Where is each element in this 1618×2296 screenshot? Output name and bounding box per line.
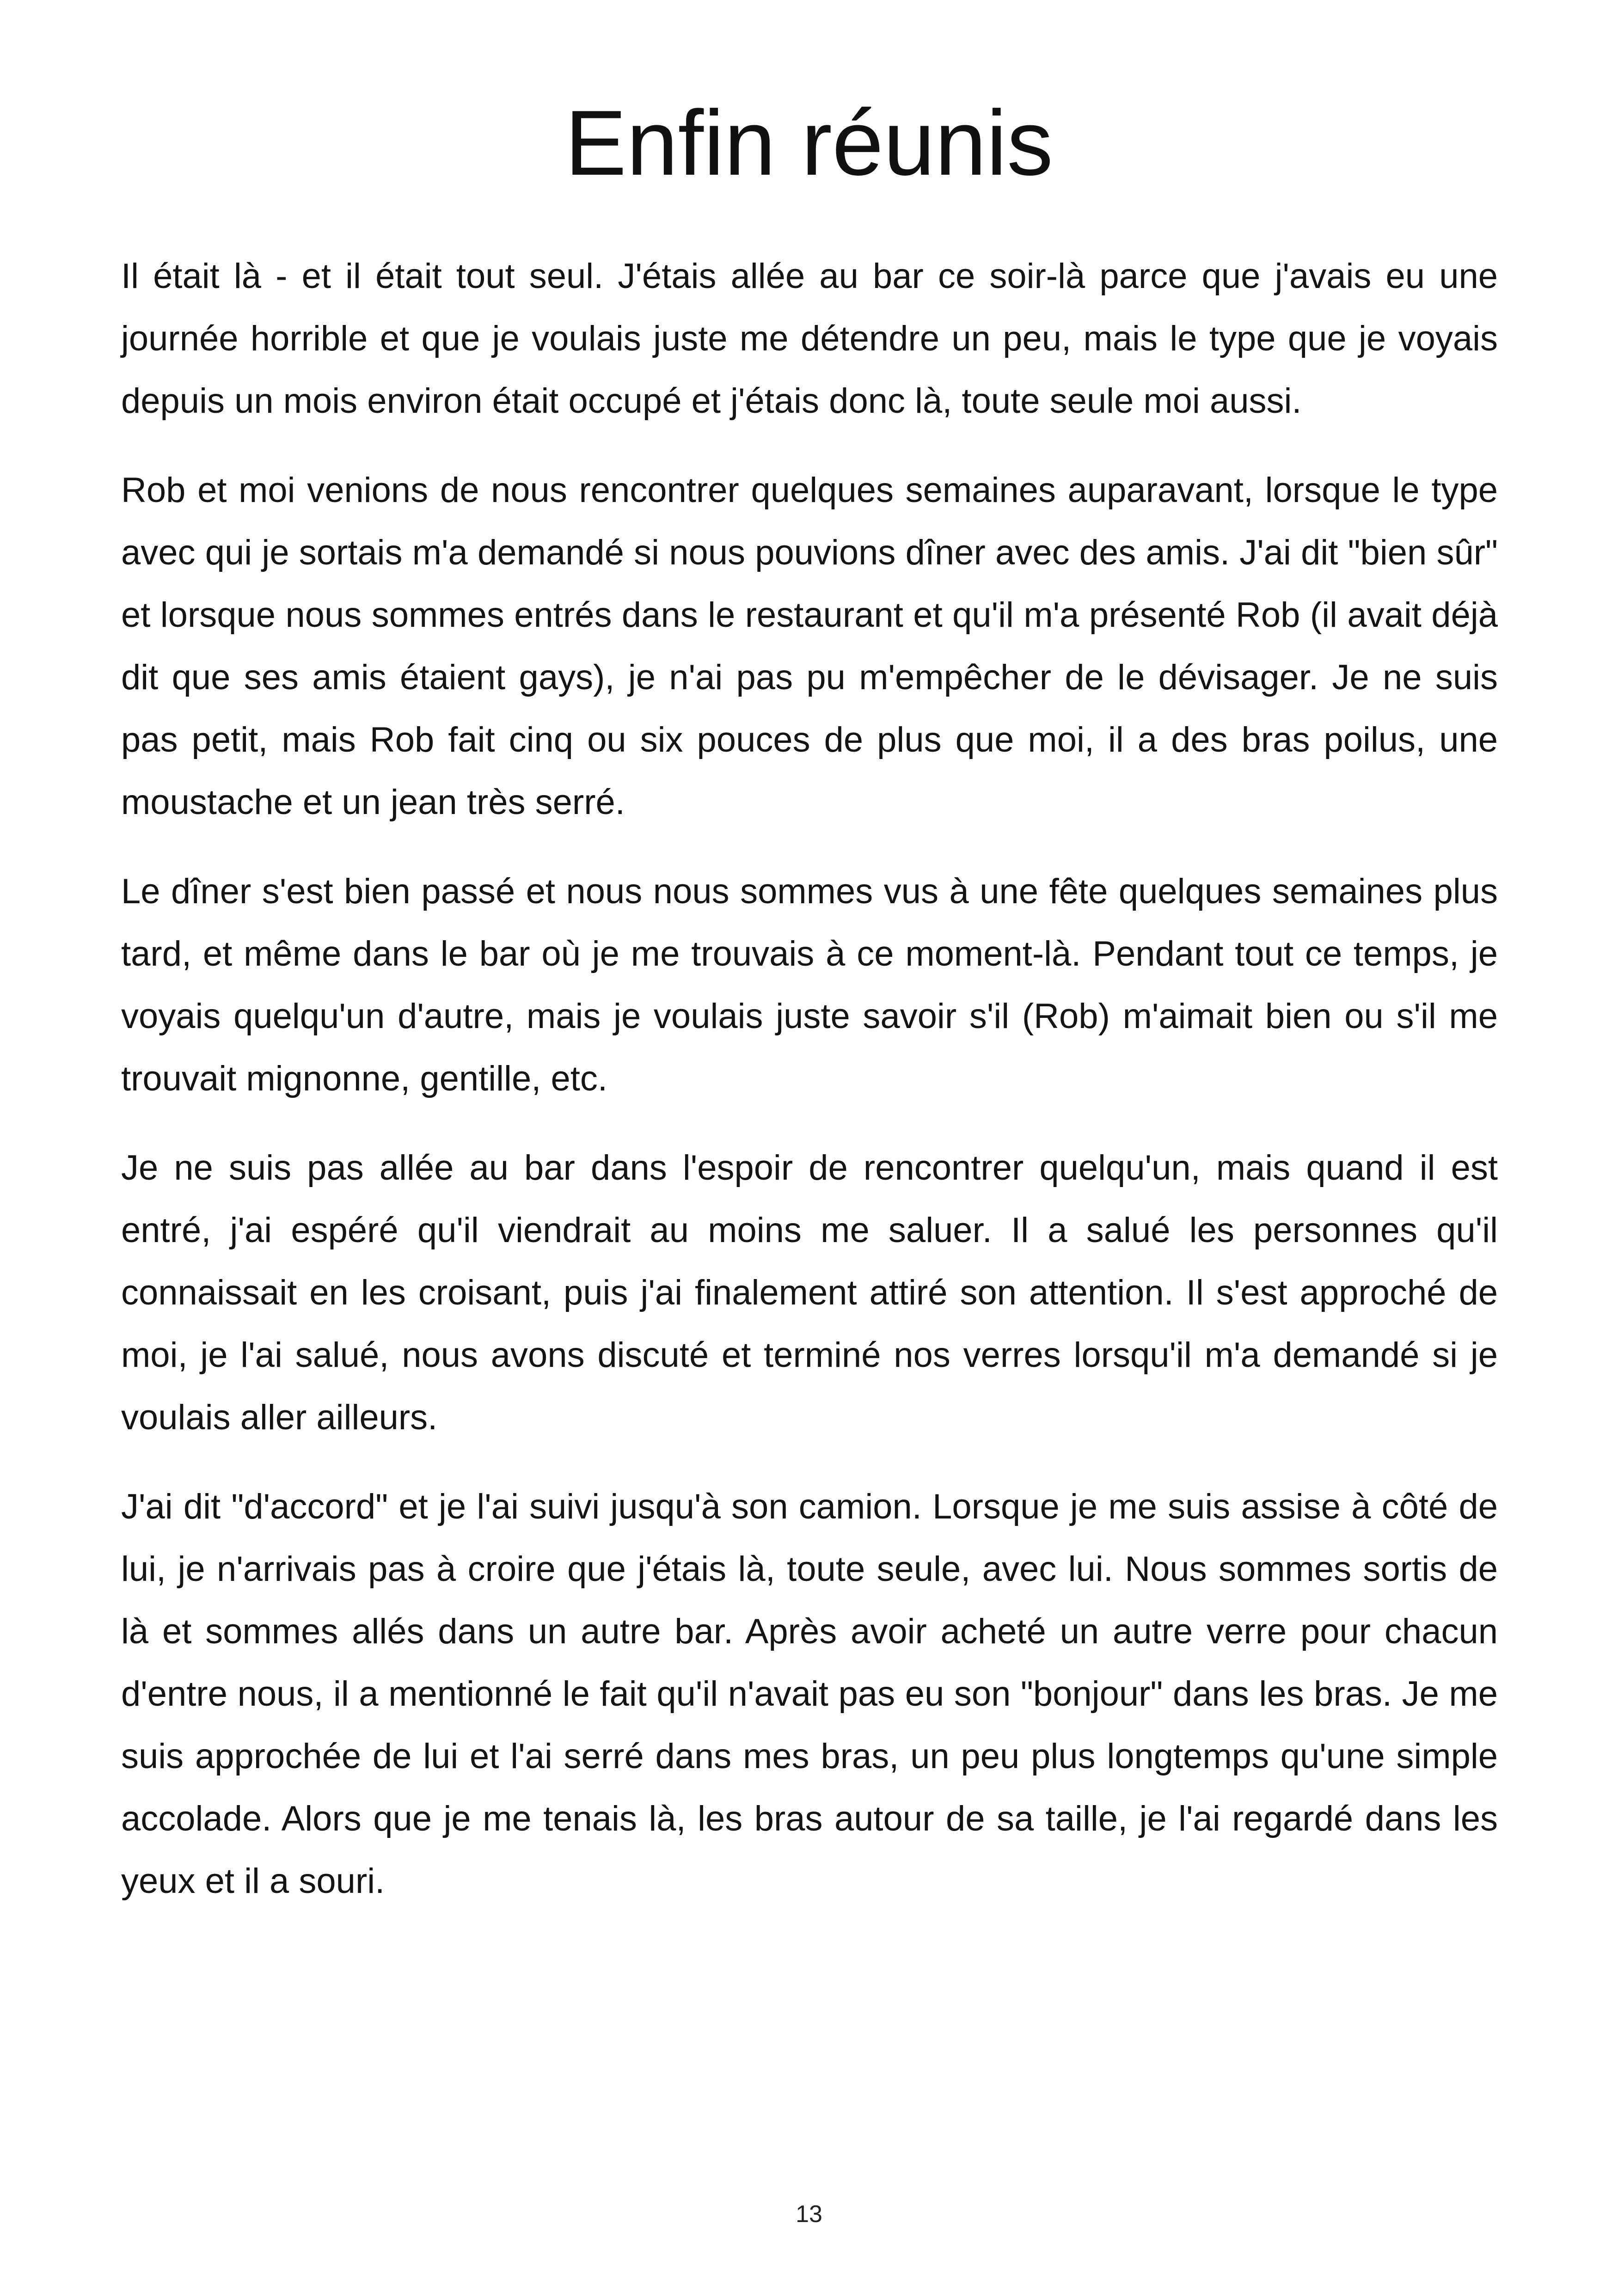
paragraph-4: Je ne suis pas allée au bar dans l'espoir de rencontrer quelqu'un, mais quand il est entré, j'ai espéré qu'il viendrait au moins me saluer. Il a salué les personnes qu'il connaissait en les croisant, puis j'ai finalement attiré son attention. Il s'est approché de moi, je l'ai salué, nous avons discuté et terminé nos verres lorsqu'il m'a demandé si je voulais aller ailleurs. [121, 1148, 1498, 1437]
story-body [121, 245, 1498, 1939]
paragraph-2: Rob et moi venions de nous rencontrer quelques semaines auparavant, lorsque le type avec qui je sortais m'a demandé si nous pouvions dîner avec des amis. J'ai dit "bien sûr" et lorsque nous sommes entrés dans le restaurant et qu'il m'a présenté Rob (il avait déjà dit que ses amis étaient gays), je n'ai pas pu m'empêcher de le dévisager. Je ne suis pas petit, mais Rob fait cinq ou six pouces de plus que moi, il a des bras poilus, une moustache et un jean très serré. [121, 471, 1498, 822]
paragraph-5: J'ai dit "d'accord" et je l'ai suivi jusqu'à son camion. Lorsque je me suis assise à côté de lui, je n'arrivais pas à croire que j'étais là, toute seule, avec lui. Nous sommes sortis de là et sommes allés dans un autre bar. Après avoir acheté un autre verre pour chacun d'entre nous, il a mentionné le fait qu'il n'avait pas eu son "bonjour" dans les bras. Je me suis approchée de lui et l'ai serré dans mes bras, un peu plus longtemps qu'une simple accolade. Alors que je me tenais là, les bras autour de sa taille, je l'ai regardé dans les yeux et il a souri. [121, 1487, 1498, 1901]
paragraph-1: Il était là - et il était tout seul. J'étais allée au bar ce soir-là parce que j'avais eu une journée horrible et que je voulais juste me détendre un peu, mais le type que je voyais depuis un mois environ était occupé et j'étais donc là, toute seule moi aussi. [121, 257, 1498, 421]
page-number: 13 [796, 2201, 822, 2228]
page-title: Enfin réunis [564, 92, 1054, 195]
paragraph-3: Le dîner s'est bien passé et nous nous sommes vus à une fête quelques semaines plus tard, et même dans le bar où je me trouvais à ce moment-là. Pendant tout ce temps, je voyais quelqu'un d'autre, mais je voulais juste savoir s'il (Rob) m'aimait bien ou s'il me trouvait mignonne, gentille, etc. [121, 872, 1498, 1098]
